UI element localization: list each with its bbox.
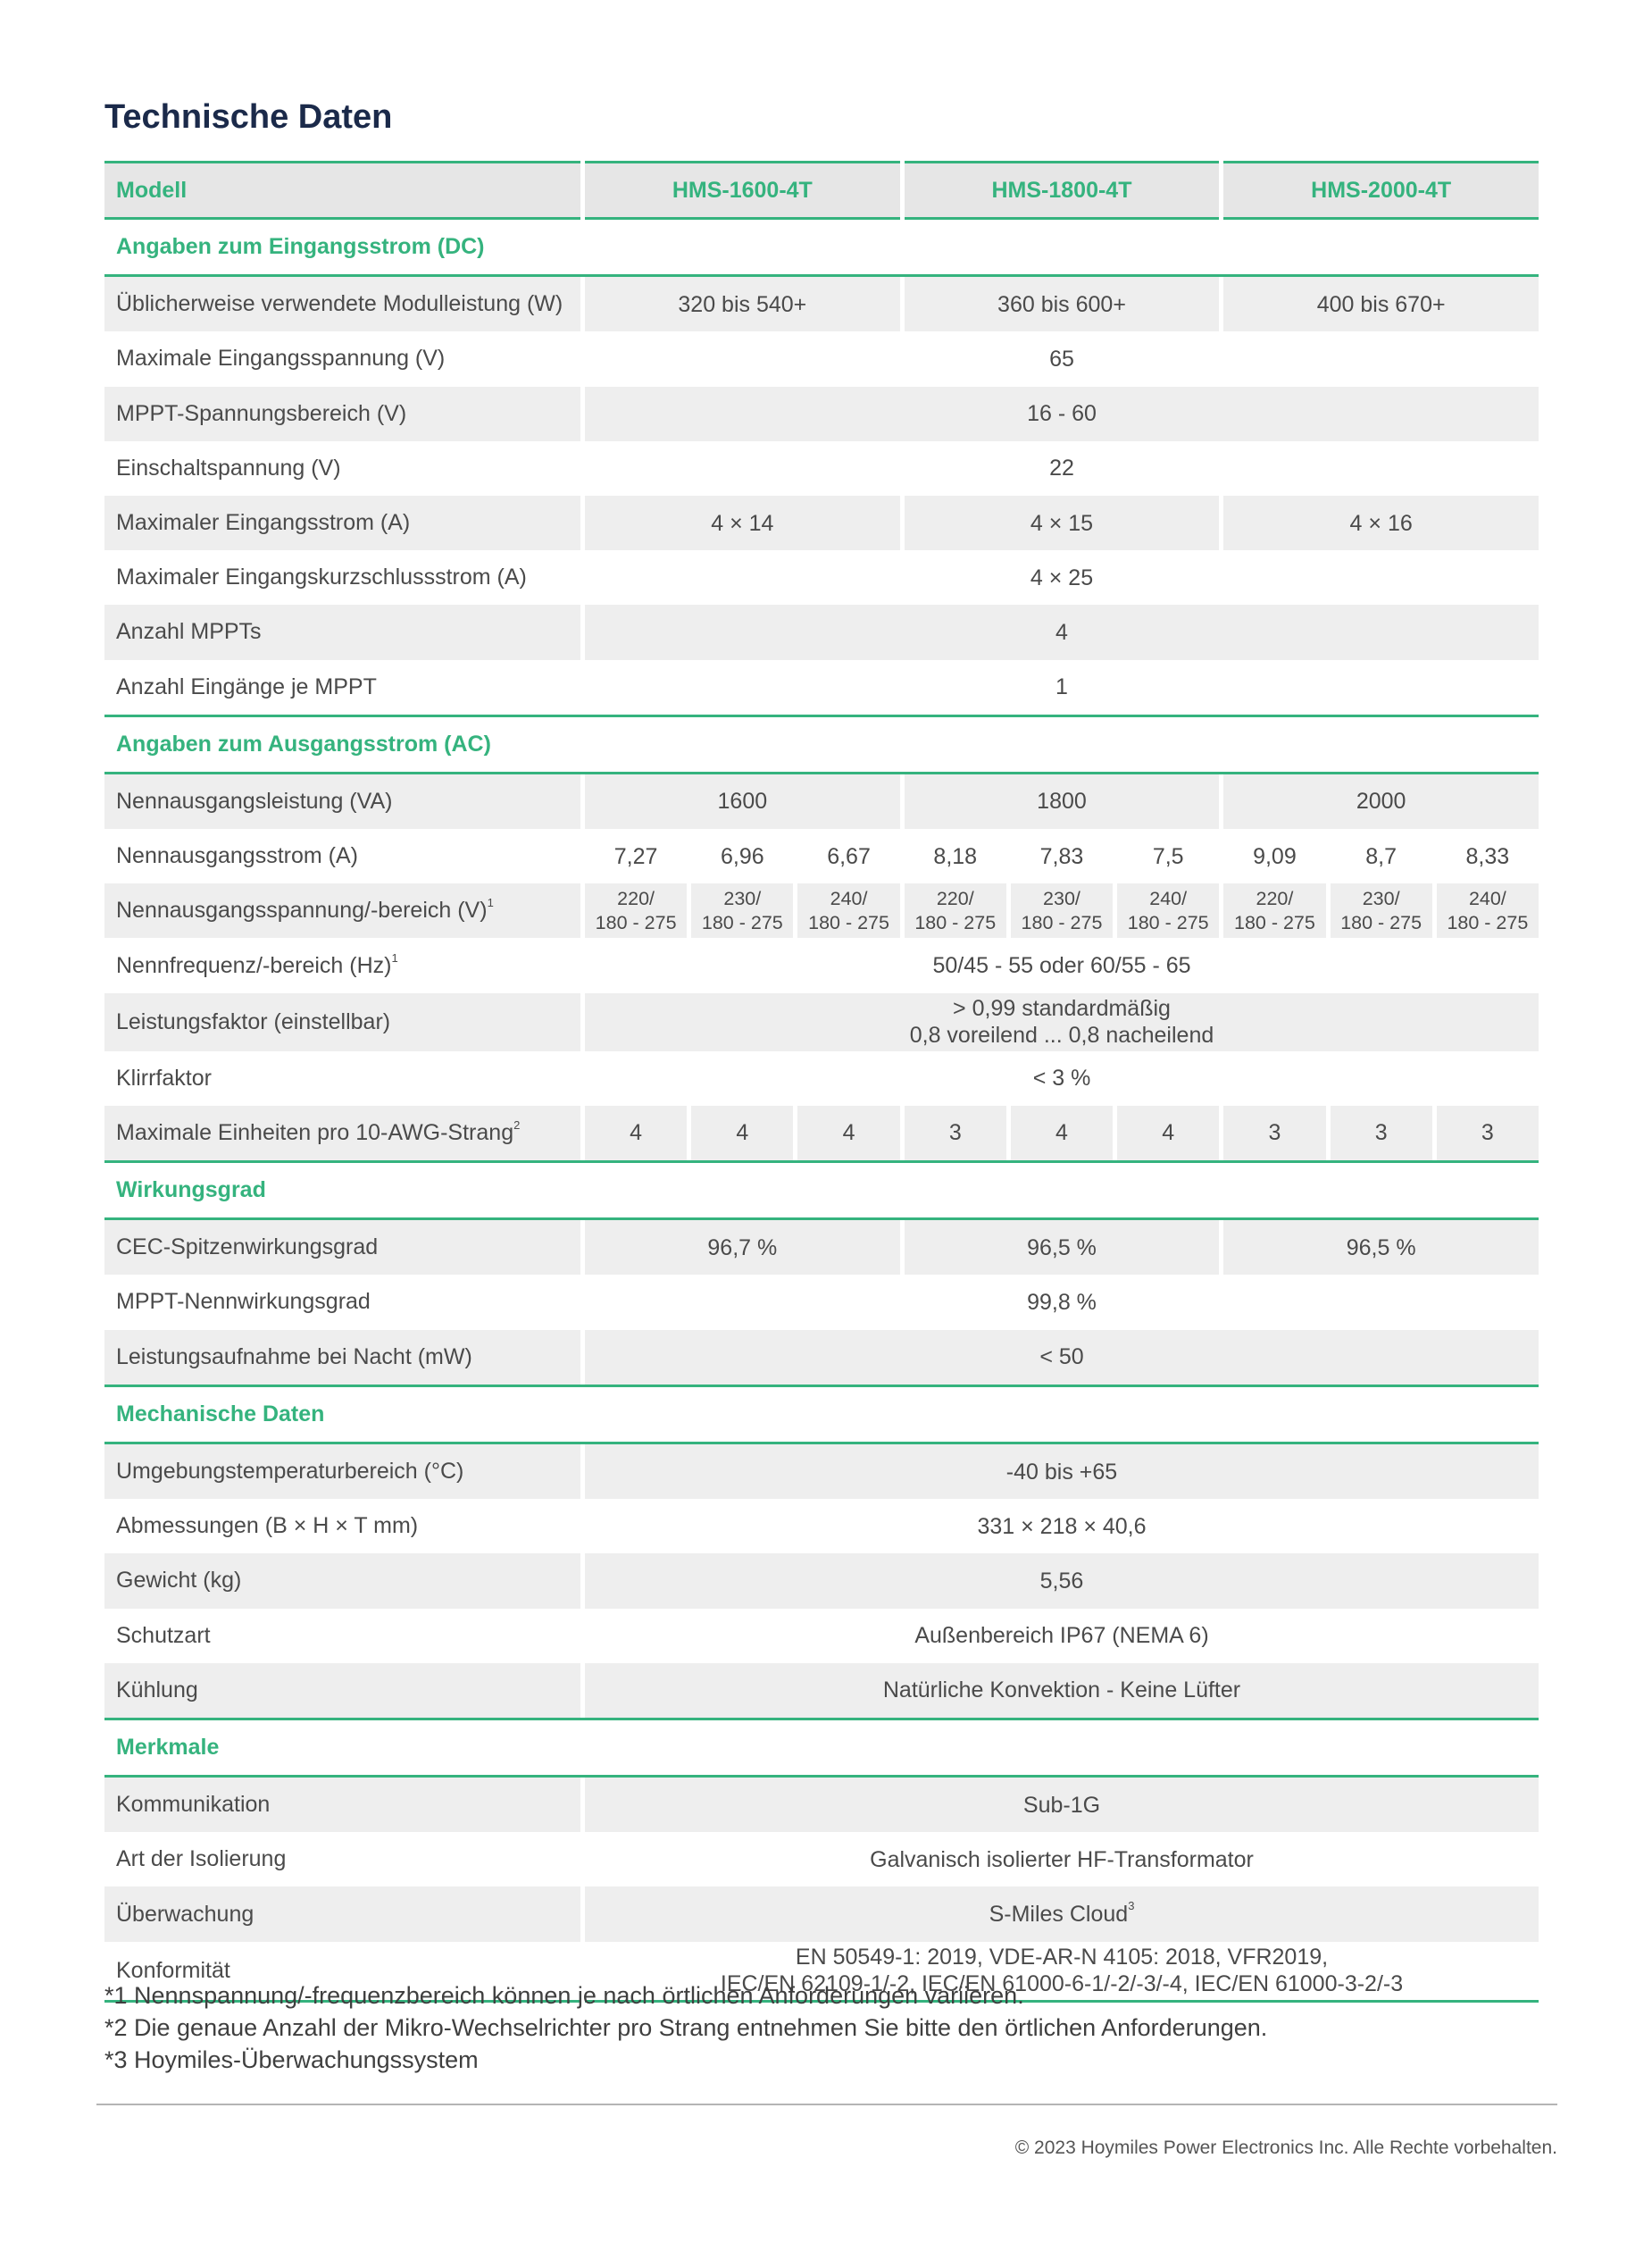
value-line: 180 - 275: [808, 911, 889, 933]
row-value: 96,7 %: [585, 1220, 900, 1275]
row-label: Einschaltspannung (V): [116, 455, 341, 481]
model-label: Modell: [104, 161, 580, 220]
value-line: 0,8 voreilend ... 0,8 nacheilend: [909, 1023, 1214, 1049]
value-line: 240/: [1149, 887, 1188, 909]
section-title: Wirkungsgrad: [104, 1160, 1539, 1220]
section-header: [104, 715, 1539, 774]
row-label: MPPT-Spannungsbereich (V): [104, 387, 580, 441]
table-row: [104, 1832, 1539, 1886]
table-row: [104, 1330, 1539, 1385]
section-title: Angaben zum Ausgangsstrom (AC): [104, 715, 1539, 774]
row-value: 96,5 %: [905, 1220, 1220, 1275]
table-row: [104, 1663, 1539, 1718]
row-label-text: Nennausgangsspannung/-bereich (V): [116, 898, 488, 924]
row-label: [104, 883, 580, 938]
row-label: Umgebungstemperaturbereich (°C): [104, 1444, 580, 1499]
row-value: [1011, 883, 1113, 938]
table-row: [104, 829, 1539, 883]
page-title: Technische Daten: [104, 98, 393, 136]
row-label: Kommunikation: [104, 1778, 580, 1832]
row-value: [1437, 883, 1539, 938]
value-line: 180 - 275: [914, 911, 997, 933]
row-value: 4: [797, 1106, 899, 1160]
row-value: 3: [1331, 1106, 1432, 1160]
row-label: Kühlung: [104, 1663, 580, 1718]
value-line: IEC/EN 62109-1/-2, IEC/EN 61000-6-1/-2/-3/-4, IEC/EN 61000-3-2/-3: [720, 1971, 1404, 1997]
row-label: Anzahl MPPTs: [104, 605, 580, 659]
footnotes: [104, 1979, 1267, 2076]
section-header: [104, 1160, 1539, 1220]
row-value: Galvanisch isolierter HF-Transformator: [870, 1846, 1254, 1872]
value-line: 180 - 275: [1340, 911, 1423, 933]
footnote: *3 Hoymiles-Überwachungssystem: [104, 2046, 479, 2073]
row-value: 7,27: [613, 843, 658, 869]
row-value: 7,83: [1039, 843, 1084, 869]
table-row: [104, 277, 1539, 331]
value-line: 180 - 275: [1233, 911, 1315, 933]
value-line: 220/: [1256, 887, 1294, 909]
row-value: [691, 883, 793, 938]
table-row: [104, 938, 1539, 992]
footnote-marker: 3: [1128, 1899, 1135, 1913]
row-value: 400 bis 670+: [1223, 277, 1539, 331]
footnote: *2 Die genaue Anzahl der Mikro-Wechselrichter pro Strang entnehmen Sie bitte den örtlichen Anforderungen.: [104, 2014, 1268, 2041]
row-value: 8,18: [933, 843, 978, 869]
table-row: [104, 774, 1539, 829]
table-row: [104, 1553, 1539, 1608]
row-label: Maximaler Eingangsstrom (A): [104, 496, 580, 550]
row-value: 4: [585, 605, 1539, 659]
value-line: 230/: [1362, 887, 1400, 909]
row-label: Konformität: [104, 1942, 580, 2003]
row-value: 4 × 25: [1030, 565, 1094, 590]
copyright-notice: © 2023 Hoymiles Power Electronics Inc. Alle Rechte vorbehalten.: [1014, 2137, 1557, 2158]
table-row: [104, 331, 1539, 386]
section-title: Angaben zum Eingangsstrom (DC): [104, 220, 1539, 277]
row-value: 22: [1049, 456, 1074, 481]
model-name: HMS-1600-4T: [585, 161, 900, 220]
row-value: 65: [1049, 346, 1074, 372]
row-value: 1: [1055, 674, 1068, 700]
row-value: 4 × 14: [585, 496, 900, 550]
row-value: 2000: [1223, 774, 1539, 829]
row-value: [585, 993, 1539, 1051]
row-label: Schutzart: [116, 1622, 211, 1648]
row-label: Maximaler Eingangskurzschlussstrom (A): [116, 565, 527, 590]
row-value: 5,56: [585, 1553, 1539, 1608]
footnote: *1 Nennspannung/-frequenzbereich können je nach örtlichen Anforderungen variieren.: [104, 1982, 1024, 2009]
model-name: HMS-2000-4T: [1223, 161, 1539, 220]
row-label: Art der Isolierung: [116, 1846, 287, 1872]
row-value: 360 bis 600+: [905, 277, 1220, 331]
table-row: [104, 1886, 1539, 1941]
row-value: [1331, 883, 1432, 938]
row-value: [1117, 883, 1219, 938]
table-row: [104, 883, 1539, 938]
row-value: 4: [1011, 1106, 1113, 1160]
table-row: [104, 1106, 1539, 1160]
row-label: Abmessungen (B × H × T mm): [116, 1513, 419, 1539]
row-label: Überwachung: [104, 1886, 580, 1941]
row-value: < 3 %: [1032, 1066, 1091, 1092]
row-value: 6,67: [827, 843, 871, 869]
table-row: [104, 605, 1539, 659]
table-row: [104, 1499, 1539, 1553]
row-value: -40 bis +65: [585, 1444, 1539, 1499]
row-value: 4: [1117, 1106, 1219, 1160]
value-line: 180 - 275: [595, 911, 677, 933]
table-row: [104, 993, 1539, 1051]
row-value: [585, 1886, 1539, 1941]
footer-divider: [96, 2104, 1557, 2105]
value-line: 230/: [1043, 887, 1080, 909]
row-label: Leistungsaufnahme bei Nacht (mW): [104, 1330, 580, 1385]
row-value: [797, 883, 899, 938]
table-row: [104, 1051, 1539, 1106]
value-line: 180 - 275: [1021, 911, 1103, 933]
row-value-text: S-Miles Cloud: [989, 1902, 1129, 1928]
value-line: 180 - 275: [1127, 911, 1209, 933]
table-row: [104, 1609, 1539, 1663]
row-label: [104, 938, 580, 992]
row-value: 99,8 %: [1027, 1289, 1097, 1315]
row-label: Gewicht (kg): [104, 1553, 580, 1608]
value-line: 240/: [830, 887, 868, 909]
row-label-text: Maximale Einheiten pro 10-AWG-Strang: [116, 1119, 514, 1145]
row-value: 8,7: [1365, 843, 1398, 869]
row-value: 3: [1223, 1106, 1325, 1160]
row-label: [104, 1106, 580, 1160]
row-label: Klirrfaktor: [116, 1065, 212, 1091]
table-header-row: [104, 161, 1539, 220]
section-title: Merkmale: [104, 1718, 1539, 1778]
row-value: 6,96: [720, 843, 764, 869]
table-row: [104, 1444, 1539, 1499]
section-header: [104, 1718, 1539, 1778]
row-value: Sub-1G: [585, 1778, 1539, 1832]
row-value: [905, 883, 1006, 938]
footnote-marker: 2: [513, 1117, 521, 1132]
row-value: [1223, 883, 1325, 938]
row-label: Anzahl Eingänge je MPPT: [116, 673, 377, 699]
section-header: [104, 1385, 1539, 1444]
model-name: HMS-1800-4T: [905, 161, 1220, 220]
row-label: Maximale Eingangsspannung (V): [116, 346, 446, 372]
row-label: Nennausgangsleistung (VA): [104, 774, 580, 829]
value-line: EN 50549-1: 2019, VDE-AR-N 4105: 2018, VFR2019,: [795, 1945, 1329, 1970]
table-row: [104, 387, 1539, 441]
row-value: 4 × 16: [1223, 496, 1539, 550]
value-line: 230/: [723, 887, 762, 909]
row-value: 1800: [905, 774, 1220, 829]
table-row: [104, 550, 1539, 605]
table-row: [104, 1778, 1539, 1832]
table-row: [104, 1220, 1539, 1275]
row-value: 4: [585, 1106, 687, 1160]
section-title: Mechanische Daten: [104, 1385, 1539, 1444]
value-line: 220/: [617, 887, 655, 909]
row-value: < 50: [585, 1330, 1539, 1385]
value-line: 220/: [936, 887, 974, 909]
row-value: 96,5 %: [1223, 1220, 1539, 1275]
row-label: Üblicherweise verwendete Modulleistung (W): [104, 277, 580, 331]
table-row: [104, 660, 1539, 715]
row-value: 4 × 15: [905, 496, 1220, 550]
row-value: 320 bis 540+: [585, 277, 900, 331]
row-value: 50/45 - 55 oder 60/55 - 65: [932, 953, 1191, 979]
value-line: > 0,99 standardmäßig: [953, 996, 1171, 1022]
footnote-marker: 1: [487, 896, 494, 910]
row-value: 4: [691, 1106, 793, 1160]
row-label: CEC-Spitzenwirkungsgrad: [104, 1220, 580, 1275]
row-value: 1600: [585, 774, 900, 829]
section-header: [104, 220, 1539, 277]
spec-table: [100, 161, 1543, 2003]
value-line: 240/: [1468, 887, 1506, 909]
footnote-marker: 1: [391, 950, 398, 965]
row-label: Nennausgangsstrom (A): [116, 843, 358, 869]
row-label-text: Nennfrequenz/-bereich (Hz): [116, 952, 392, 978]
row-value: 7,5: [1152, 843, 1184, 869]
table-row: [104, 496, 1539, 550]
table-row: [104, 441, 1539, 496]
value-line: 180 - 275: [701, 911, 783, 933]
row-value: 8,33: [1465, 843, 1510, 869]
row-value: 3: [1437, 1106, 1539, 1160]
row-value: Außenbereich IP67 (NEMA 6): [914, 1623, 1209, 1649]
row-value: 16 - 60: [585, 387, 1539, 441]
row-label: MPPT-Nennwirkungsgrad: [116, 1289, 371, 1315]
row-value: [585, 883, 687, 938]
row-value: 3: [905, 1106, 1006, 1160]
row-value: Natürliche Konvektion - Keine Lüfter: [585, 1663, 1539, 1718]
value-line: 180 - 275: [1447, 911, 1529, 933]
row-value: 9,09: [1253, 843, 1297, 869]
row-value: 331 × 218 × 40,6: [977, 1513, 1147, 1539]
table-row: [104, 1275, 1539, 1329]
row-label: Leistungsfaktor (einstellbar): [104, 993, 580, 1051]
